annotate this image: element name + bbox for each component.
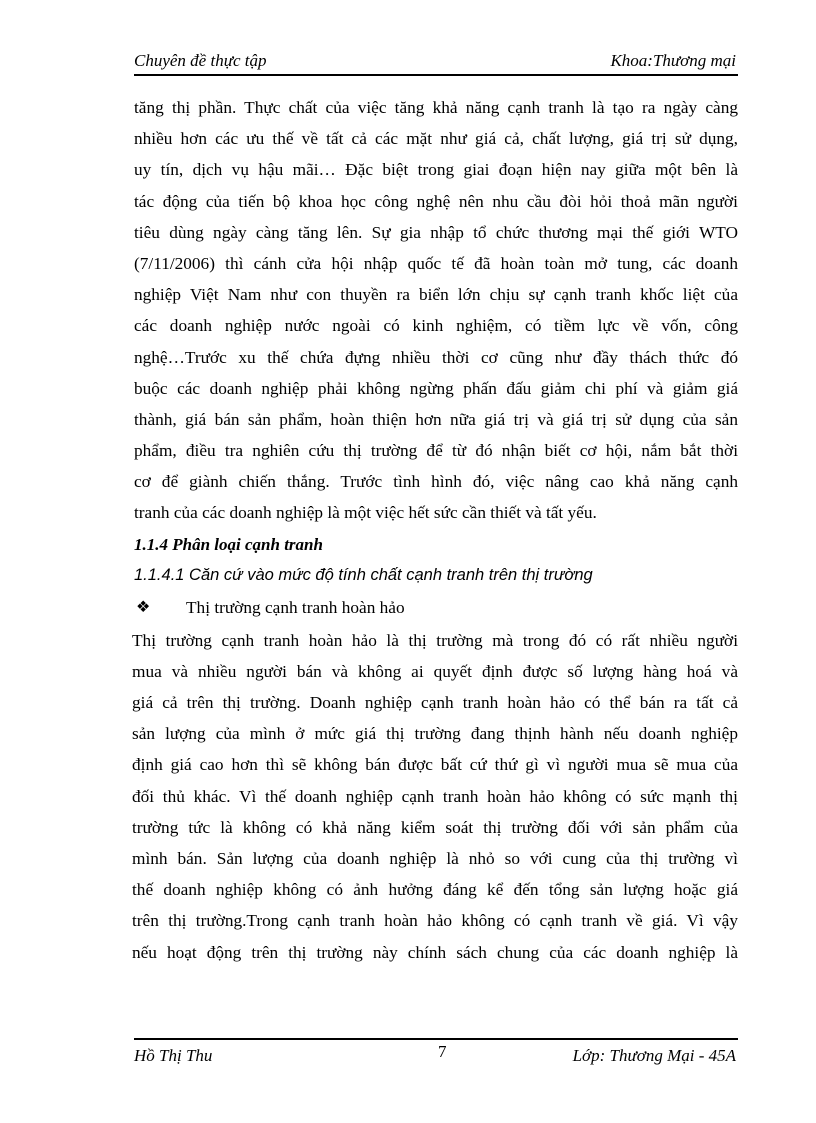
text-line: giá cả trên thị trường. Doanh nghiệp cạnh tranh hoàn hảo có thể bán ra tất cả: [132, 693, 738, 712]
text-line: định giá cao hơn thì sẽ không bán được bất cứ thứ gì vì người mua sẽ mua của: [132, 755, 738, 775]
page-footer: [134, 1038, 738, 1070]
text-line: uy tín, dịch vụ hậu mãi… Đặc biệt trong giai đoạn hiện nay giữa một bên là: [134, 160, 738, 180]
text-line: tác động của tiến bộ khoa học công nghệ nên nhu cầu đòi hỏi thoả mãn người: [134, 191, 738, 211]
text-line: trên thị trường.Trong cạnh tranh hoàn hảo không có cạnh tranh về giá. Vì vậy: [132, 911, 738, 931]
bullet-item: [134, 591, 738, 625]
footer-author: Hồ Thị Thu: [134, 1046, 213, 1065]
text-line: trường tức là không có khả năng kiểm soát thị trường đối với sản phẩm của: [132, 817, 738, 837]
text-line: mình bán. Sản lượng của doanh nghiệp là nhỏ so với cung của thị trường vì: [132, 848, 738, 868]
section-heading: 1.1.4 Phân loại cạnh tranh: [134, 534, 323, 554]
text-line: buộc các doanh nghiệp phải không ngừng phấn đấu giảm chi phí và giảm giá: [134, 378, 738, 398]
text-line: Thị trường cạnh tranh hoàn hảo là thị trường mà trong đó có rất nhiều người: [132, 630, 738, 650]
text-line: tranh của các doanh nghiệp là một việc hết sức cần thiết và tất yếu.: [134, 503, 597, 523]
paragraph-competitiveness: [134, 92, 738, 529]
header-faculty: Khoa:Thương mại: [610, 51, 736, 70]
header-report-title: Chuyên đề thực tập: [134, 51, 267, 70]
subsection-heading: 1.1.4.1 Căn cứ vào mức độ tính chất cạnh tranh trên thị trường: [134, 565, 593, 584]
text-line: thế doanh nghiệp không có ảnh hưởng đáng kể đến tổng sản lượng hoặc giá: [132, 880, 738, 900]
footer-class: Lớp: Thương Mại - 45A: [572, 1046, 736, 1065]
paragraph-perfect-competition: [132, 625, 738, 968]
text-line: phẩm, điều tra nghiên cứu thị trường để từ đó nhận biết cơ hội, nắm bắt thời: [134, 441, 738, 461]
text-line: các doanh nghiệp nước ngoài có kinh nghiệm, có tiềm lực về vốn, công: [134, 316, 738, 336]
text-line: cơ để giành chiến thắng. Trước tình hình đó, việc nâng cao khả năng cạnh: [134, 472, 738, 492]
text-line: tiêu dùng ngày càng tăng lên. Sự gia nhập tổ chức thương mại thế giới WTO: [134, 222, 738, 242]
text-line: mua và nhiều người bán và không ai quyết định được số lượng hàng hoá và: [132, 661, 738, 681]
text-line: đối thủ khác. Vì thế doanh nghiệp cạnh tranh hoàn hảo không có sức mạnh thị: [132, 786, 738, 806]
page-number: 7: [438, 1042, 447, 1061]
text-line: sản lượng của mình ở mức giá thị trường đang thịnh hành nếu doanh nghiệp: [132, 724, 738, 744]
diamond-bullet-icon: ❖: [136, 598, 151, 616]
text-line: nhiều hơn các ưu thế về tất cả các mặt như giá cả, chất lượng, giá trị sử dụng,: [134, 129, 738, 149]
bullet-item-label: Thị trường cạnh tranh hoàn hảo: [186, 597, 405, 617]
page-body: [134, 92, 738, 968]
page-header: [134, 48, 738, 76]
text-line: nếu hoạt động trên thị trường này chính sách chung của các doanh nghiệp là: [132, 942, 738, 962]
text-line: nghiệp Việt Nam như con thuyền ra biển lớn chịu sự cạnh tranh khốc liệt của: [134, 285, 738, 305]
text-line: (7/11/2006) thì cánh cửa hội nhập quốc tế đã hoàn toàn mở tung, các doanh: [134, 253, 738, 273]
text-line: tăng thị phần. Thực chất của việc tăng khả năng cạnh tranh là tạo ra ngày càng: [134, 98, 738, 117]
text-line: thành, giá bán sản phẩm, hoàn thiện hơn nữa giá trị và giá trị sử dụng của sản: [134, 409, 738, 429]
text-line: nghệ…Trước xu thế chứa đựng nhiều thời cơ cũng như đầy thách thức đó: [134, 347, 738, 367]
